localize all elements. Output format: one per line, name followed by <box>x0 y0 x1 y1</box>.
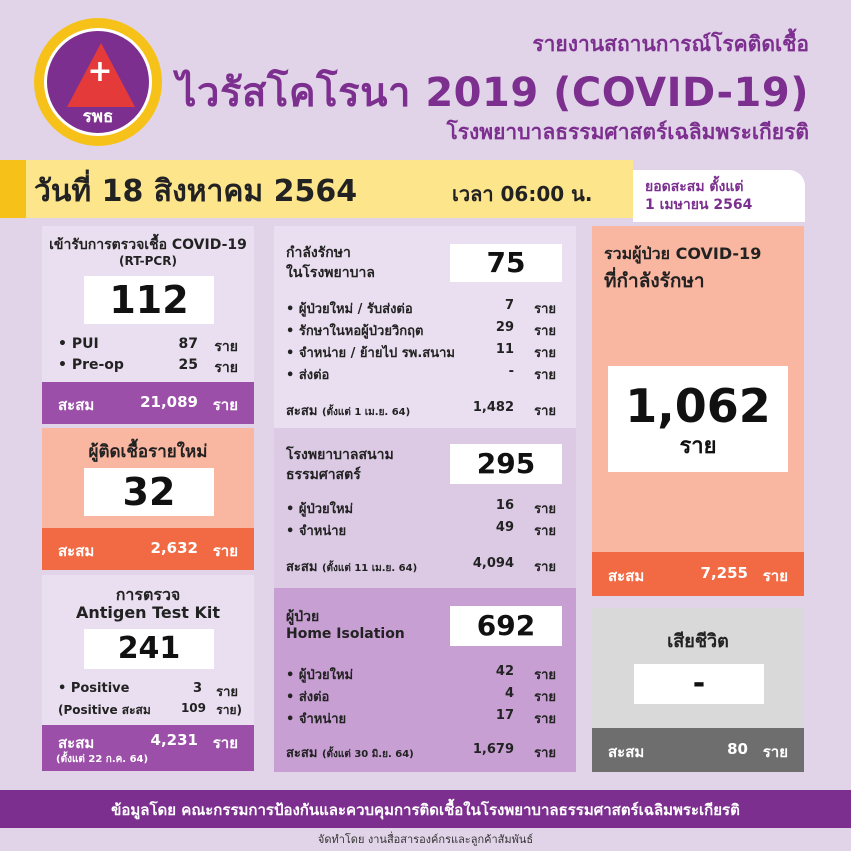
home-isolation-total-label: สะสม <box>286 746 318 761</box>
field-hospital-title-line1: โรงพยาบาลสนาม <box>286 447 394 463</box>
rtpcr-row-label: • PUI <box>58 336 99 352</box>
home-isolation-title-line2: Home Isolation <box>286 626 405 642</box>
in-hospital-row-label: • จำหน่าย / ย้ายไป รพ.สนาม <box>286 346 455 361</box>
treating-total-unit: ราย <box>762 567 788 585</box>
home-isolation-row-label: • ส่งต่อ <box>286 690 330 705</box>
new-cases-total-label: สะสม <box>58 542 95 560</box>
rtpcr-row-preop <box>58 357 238 376</box>
hospital-name: โรงพยาบาลธรรมศาสตร์เฉลิมพระเกียรติ <box>446 120 809 144</box>
rtpcr-card <box>42 226 254 424</box>
rtpcr-row-unit: ราย <box>214 339 238 355</box>
rtpcr-subtitle: (RT-PCR) <box>119 254 177 268</box>
in-hospital-value: 75 <box>450 244 562 282</box>
field-hospital-row <box>286 520 556 541</box>
treating-value-box <box>608 366 788 472</box>
report-title: ไวรัสโคโรนา 2019 (COVID-19) <box>176 70 809 116</box>
treating-total-value: 7,255 <box>700 564 748 582</box>
field-hospital-total-label: สะสม <box>286 560 318 575</box>
field-hospital-row-value: 49 <box>495 520 514 535</box>
antigen-title-line1: การตรวจ <box>115 585 181 604</box>
in-hospital-row-label: • รักษาในหอผู้ป่วยวิกฤต <box>286 324 424 339</box>
rtpcr-value: 112 <box>84 276 214 324</box>
logo-emblem <box>44 28 152 136</box>
antigen-total-label: สะสม <box>58 734 95 752</box>
rtpcr-row-pui <box>58 336 238 355</box>
logo-text: รพธ <box>82 107 114 127</box>
field-hospital-row-unit: ราย <box>534 502 556 517</box>
home-isolation-row-label: • ผู้ป่วยใหม่ <box>286 668 354 683</box>
rtpcr-row-unit: ราย <box>214 360 238 376</box>
home-isolation-card <box>274 588 576 772</box>
in-hospital-row <box>286 298 556 319</box>
treating-value: 1,062 <box>625 379 771 433</box>
treating-unit: ราย <box>679 434 717 459</box>
antigen-row-unit: ราย) <box>216 703 242 717</box>
deaths-total-label: สะสม <box>608 743 645 761</box>
antigen-card <box>42 575 254 771</box>
rtpcr-total-bar <box>42 382 254 424</box>
field-hospital-row-label: • จำหน่าย <box>286 524 347 539</box>
in-hospital-title-line2: ในโรงพยาบาล <box>286 265 375 281</box>
home-isolation-total <box>286 742 556 763</box>
deaths-value: - <box>634 664 764 704</box>
new-cases-total-bar <box>42 528 254 570</box>
antigen-total-note: (ตั้งแต่ 22 ก.ค. 64) <box>56 754 149 765</box>
in-hospital-title-line1: กำลังรักษา <box>286 245 351 261</box>
antigen-row-unit: ราย <box>216 685 238 700</box>
in-hospital-row-unit: ราย <box>534 368 556 383</box>
in-hospital-row-value: 7 <box>504 298 514 313</box>
deaths-total-bar <box>592 728 804 772</box>
rtpcr-title: เข้ารับการตรวจเชื้อ COVID-19 <box>49 237 247 253</box>
rtpcr-total-label: สะสม <box>58 396 95 414</box>
in-hospital-row <box>286 320 556 341</box>
in-hospital-row <box>286 342 556 363</box>
antigen-total-unit: ราย <box>212 734 238 752</box>
home-isolation-row-value: 4 <box>504 686 514 701</box>
hospital-logo <box>34 18 162 146</box>
home-isolation-total-unit: ราย <box>534 746 556 761</box>
home-isolation-row <box>286 708 556 729</box>
home-isolation-total-value: 1,679 <box>472 742 514 757</box>
logo-cross-icon: + <box>87 54 113 89</box>
in-hospital-row-value: 11 <box>495 342 514 357</box>
antigen-row-positive <box>58 681 238 700</box>
home-isolation-row-value: 17 <box>495 708 514 723</box>
in-hospital-total-label: สะสม <box>286 404 318 419</box>
rtpcr-row-value: 25 <box>178 357 198 373</box>
report-time: เวลา 06:00 น. <box>452 182 593 206</box>
cumulative-since-label <box>645 178 752 214</box>
deaths-total-value: 80 <box>727 740 748 758</box>
field-hospital-row-unit: ราย <box>534 524 556 539</box>
field-hospital-row-value: 16 <box>495 498 514 513</box>
new-cases-total-value: 2,632 <box>150 539 198 557</box>
antigen-row-label: (Positive สะสม <box>58 703 151 717</box>
home-isolation-row-label: • จำหน่าย <box>286 712 347 727</box>
treating-title-line1: รวมผู้ป่วย COVID-19 <box>604 244 762 263</box>
in-hospital-total-unit: ราย <box>534 404 556 419</box>
antigen-row-label: • Positive <box>58 681 130 696</box>
field-hospital-total-value: 4,094 <box>472 556 514 571</box>
home-isolation-value: 692 <box>450 606 562 646</box>
field-hospital-value: 295 <box>450 444 562 484</box>
deaths-card <box>592 608 804 772</box>
report-date: วันที่ 18 สิงหาคม 2564 <box>34 174 358 209</box>
treating-total-bar <box>592 552 804 596</box>
in-hospital-row-unit: ราย <box>534 302 556 317</box>
in-hospital-row-label: • ผู้ป่วยใหม่ / รับส่งต่อ <box>286 302 413 317</box>
data-source: ข้อมูลโดย คณะกรรมการป้องกันและควบคุมการติดเชื้อในโรงพยาบาลธรรมศาสตร์เฉลิมพระเกียรติ <box>111 801 740 819</box>
new-cases-total-unit: ราย <box>212 542 238 560</box>
cumulative-since-line1: ยอดสะสม ตั้งแต่ <box>645 179 744 195</box>
rtpcr-total-unit: ราย <box>212 396 238 414</box>
field-hospital-total-unit: ราย <box>534 560 556 575</box>
treating-total-label: สะสม <box>608 567 645 585</box>
antigen-total-value: 4,231 <box>150 731 198 749</box>
in-hospital-card <box>274 226 576 428</box>
antigen-row-positive-cumulative <box>58 701 242 720</box>
home-isolation-row <box>286 686 556 707</box>
in-hospital-row-label: • ส่งต่อ <box>286 368 330 383</box>
rtpcr-row-value: 87 <box>178 336 198 352</box>
in-hospital-row-unit: ราย <box>534 324 556 339</box>
antigen-row-value: 109 <box>180 701 206 715</box>
field-hospital-row <box>286 498 556 519</box>
home-isolation-row-value: 42 <box>495 664 514 679</box>
new-cases-value: 32 <box>84 468 214 516</box>
home-isolation-row <box>286 664 556 685</box>
antigen-row-value: 3 <box>192 681 202 696</box>
field-hospital-total <box>286 556 556 577</box>
in-hospital-total-value: 1,482 <box>472 400 514 415</box>
antigen-title-line2: Antigen Test Kit <box>75 603 221 622</box>
rtpcr-row-label: • Pre-op <box>58 357 124 373</box>
antigen-total-bar <box>42 725 254 771</box>
in-hospital-row-value: 29 <box>495 320 514 335</box>
field-hospital-total-note: (ตั้งแต่ 11 เม.ย. 64) <box>321 563 418 574</box>
home-isolation-row-unit: ราย <box>534 690 556 705</box>
date-bar-accent <box>0 160 26 218</box>
report-subtitle: รายงานสถานการณ์โรคติดเชื้อ <box>532 32 809 56</box>
treating-title-line2: ที่กำลังรักษา <box>604 270 705 292</box>
deaths-total-unit: ราย <box>762 743 788 761</box>
field-hospital-card <box>274 428 576 588</box>
home-isolation-total-note: (ตั้งแต่ 30 มิ.ย. 64) <box>321 749 414 760</box>
home-isolation-title-line1: ผู้ป่วย <box>286 609 320 625</box>
in-hospital-row-unit: ราย <box>534 346 556 361</box>
field-hospital-title-line2: ธรรมศาสตร์ <box>286 467 361 483</box>
in-hospital-total <box>286 400 556 421</box>
new-cases-title: ผู้ติดเชื้อรายใหม่ <box>88 442 208 462</box>
in-hospital-total-note: (ตั้งแต่ 1 เม.ย. 64) <box>321 407 411 418</box>
treating-card <box>592 226 804 596</box>
antigen-value: 241 <box>84 629 214 669</box>
home-isolation-row-unit: ราย <box>534 668 556 683</box>
home-isolation-row-unit: ราย <box>534 712 556 727</box>
cumulative-since-line2: 1 เมษายน 2564 <box>645 197 753 213</box>
deaths-title: เสียชีวิต <box>667 631 729 652</box>
rtpcr-total-value: 21,089 <box>140 393 198 411</box>
in-hospital-row <box>286 364 556 385</box>
in-hospital-row-value: - <box>508 364 514 379</box>
credit-line: จัดทำโดย งานสื่อสารองค์กรและลูกค้าสัมพันธ์ <box>317 833 534 846</box>
field-hospital-row-label: • ผู้ป่วยใหม่ <box>286 502 354 517</box>
new-cases-card <box>42 428 254 570</box>
